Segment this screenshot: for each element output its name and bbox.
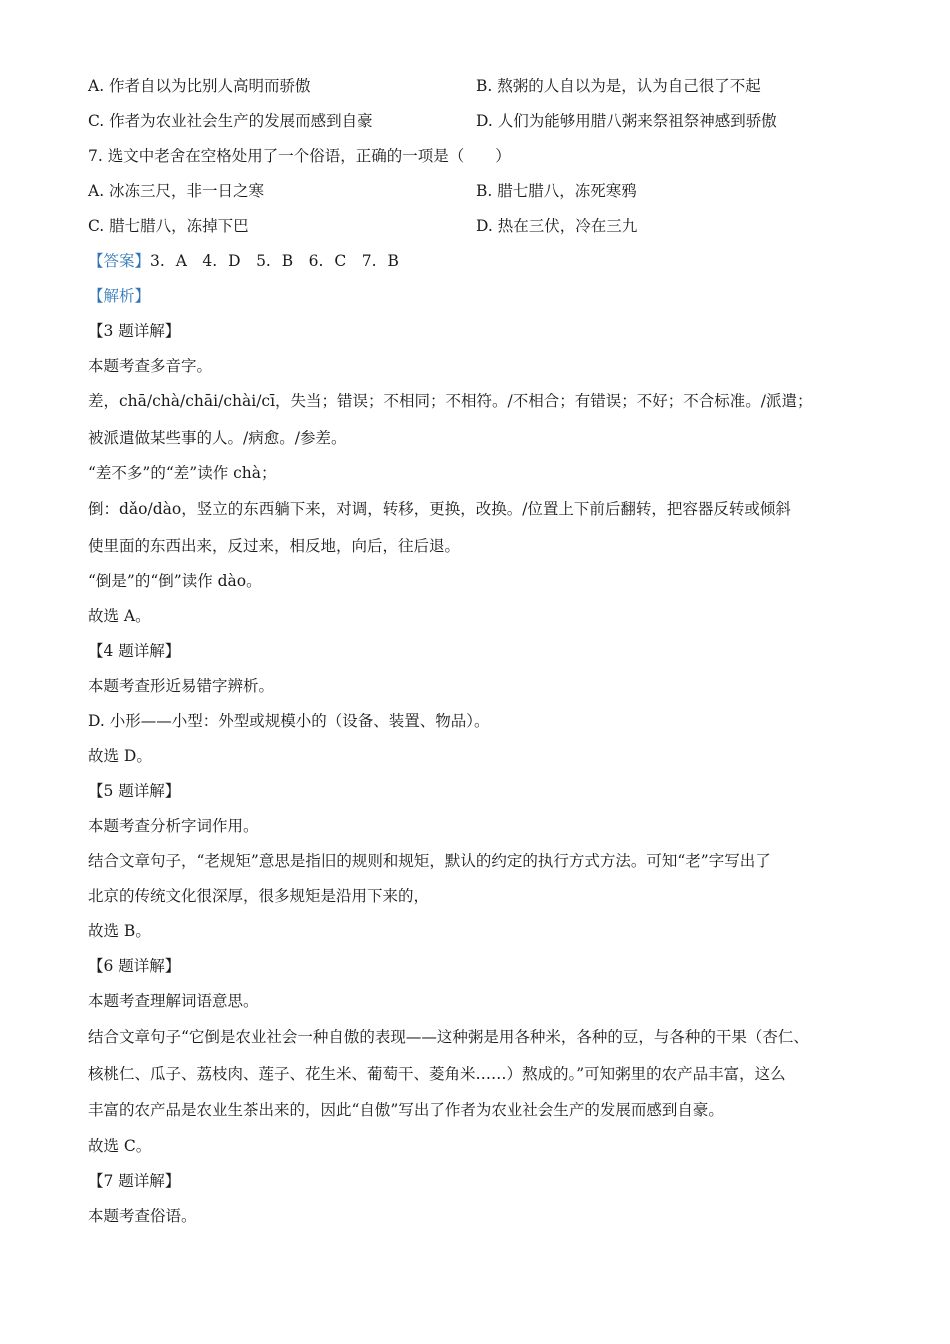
q7-stem: 7. 选文中老舍在空格处用了一个俗语，正确的一项是（ ） (88, 147, 511, 165)
detail-5-title: 【5 题详解】 (88, 782, 181, 800)
detail-4-line: D. 小形——小型：外型或规模小的（设备、装置、物品）。 (88, 712, 490, 730)
answer-values: 3. A 4. D 5. B 6. C 7. B (150, 252, 399, 270)
detail-7-line: 本题考查俗语。 (88, 1207, 197, 1225)
detail-6-line: 故选 C。 (88, 1137, 152, 1155)
q7-option-a: A. 冰冻三尺，非一日之寒 (88, 182, 265, 200)
detail-5-line: 北京的传统文化很深厚，很多规矩是沿用下来的， (88, 887, 430, 905)
detail-3-line: 被派遣做某些事的人。/病愈。/参差。 (88, 429, 347, 447)
detail-5-line: 本题考查分析字词作用。 (88, 817, 259, 835)
detail-3-line: 倒：dǎo/dào，竖立的东西躺下来，对调，转移，更换，改换。/位置上下前后翻转，把容器反转或倾斜 (88, 500, 791, 518)
q7-option-b: B. 腊七腊八，冻死寒鸦 (476, 182, 637, 200)
answer-label: 【答案】 (88, 252, 151, 270)
detail-5-line: 结合文章句子，“老规矩”意思是指旧的规则和规矩，默认的约定的执行方式方法。可知“老”字写出了 (88, 852, 771, 870)
detail-3-line: 故选 A。 (88, 607, 151, 625)
detail-3-title: 【3 题详解】 (88, 322, 181, 340)
detail-3-line: “差不多”的“差”读作 chà； (88, 464, 277, 482)
q6-option-d: D. 人们为能够用腊八粥来祭祖祭神感到骄傲 (476, 112, 777, 130)
detail-3-line: 本题考查多音字。 (88, 357, 213, 375)
detail-6-line: 核桃仁、瓜子、荔枝肉、莲子、花生米、葡萄干、菱角米……）熬成的。”可知粥里的农产品丰富，这么 (88, 1065, 786, 1083)
detail-4-line: 本题考查形近易错字辨析。 (88, 677, 275, 695)
detail-4-line: 故选 D。 (88, 747, 152, 765)
q6-option-a: A. 作者自以为比别人高明而骄傲 (88, 77, 311, 95)
analysis-label: 【解析】 (88, 287, 151, 305)
detail-7-title: 【7 题详解】 (88, 1172, 181, 1190)
detail-3-line: 使里面的东西出来，反过来，相反地，向后，往后退。 (88, 537, 461, 555)
detail-4-title: 【4 题详解】 (88, 642, 181, 660)
detail-5-line: 故选 B。 (88, 922, 151, 940)
detail-3-line: “倒是”的“倒”读作 dào。 (88, 572, 262, 590)
q7-option-d: D. 热在三伏，冷在三九 (476, 217, 638, 235)
detail-6-line: 结合文章句子“它倒是农业社会一种自傲的表现——这种粥是用各种米，各种的豆，与各种的干果（杏仁、 (88, 1028, 809, 1046)
q6-option-c: C. 作者为农业社会生产的发展而感到自豪 (88, 112, 373, 130)
detail-6-line: 丰富的农产品是农业生茶出来的，因此“自傲”写出了作者为农业社会生产的发展而感到自豪。 (88, 1101, 724, 1119)
detail-3-line: 差，chā/chà/chāi/chài/cī，失当；错误；不相同；不相符。/不相合；有错误；不好；不合标准。/派遣； (88, 392, 813, 410)
answer-line (88, 250, 399, 272)
detail-6-title: 【6 题详解】 (88, 957, 181, 975)
detail-6-line: 本题考查理解词语意思。 (88, 992, 259, 1010)
q6-option-b: B. 熬粥的人自以为是，认为自己很了不起 (476, 77, 761, 95)
q7-option-c: C. 腊七腊八，冻掉下巴 (88, 217, 249, 235)
